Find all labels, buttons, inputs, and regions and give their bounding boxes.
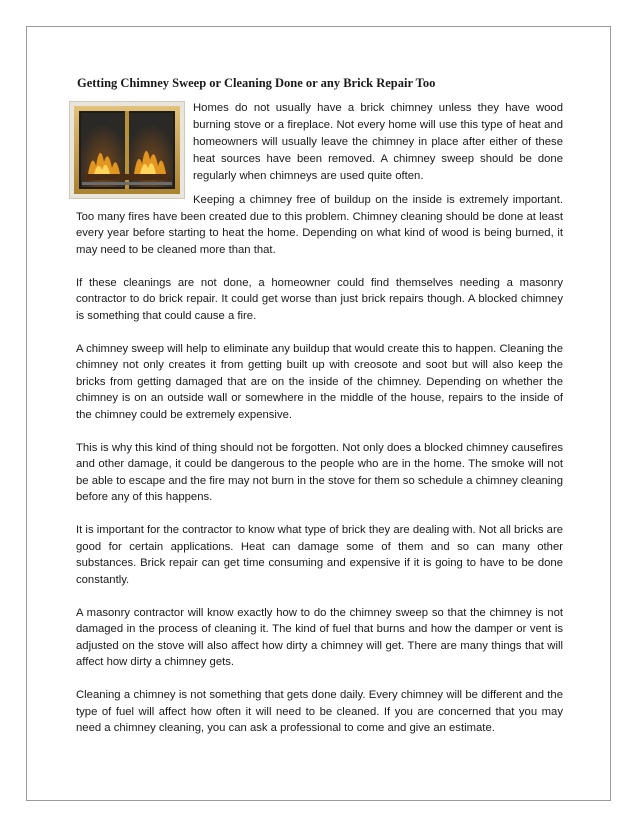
fireplace-illustration (70, 102, 184, 198)
body-text (76, 192, 563, 753)
paragraph-8: Cleaning a chimney is not something that gets done daily. Every chimney will be different and the type of fuel will affect how often it will need to be cleaned. If you are concerned that you may need a chimney cleaning, you can ask a professional to come and give an estimate. (76, 689, 563, 734)
paragraph-6: It is important for the contractor to know what type of brick they are dealing with. Not all bricks are good for certain applications. Heat can damage some of them and so can many other substances. Brick repair can get time consuming and expensive if it is going to have to be done constantly. (76, 524, 563, 586)
paragraph-5: This is why this kind of thing should not be forgotten. Not only does a blocked chimney causefires and other damage, it could be dangerous to the people who are in the home. The smoke will not be able to escape and the fire may not burn in the stove for them so schedule a chimney cleaning before any of this happens. (76, 441, 563, 503)
paragraph-7: A masonry contractor will know exactly how to do the chimney sweep so that the chimney is not damaged in the process of cleaning it. The kind of fuel that burns and how the damper or vent is adjusted on the stove will also affect how dirty a chimney will get. There are many things that will affect how dirty a chimney gets. (76, 606, 563, 668)
document-title: Getting Chimney Sweep or Cleaning Done or any Brick Repair Too (77, 76, 436, 90)
paragraph-4: A chimney sweep will help to eliminate any buildup that would create this to happen. Cleaning the chimney not only creates it from getting built up with creosote and soot but will also keep the bricks from getting damaged that are on the inside of the chimney. Depending on whether the chimney is on an outside wall or somewhere in the middle of the house, repairs to the inside of the chimney could be extremely expensive. (76, 342, 563, 421)
fireplace-image (69, 101, 185, 199)
paragraph-2: Keeping a chimney free of buildup on the inside is extremely important. Too many fires have been created due to this problem. Chimney cleaning should be done at least every year before starting to heat the home. Depending on what kind of wood is being burned, it may need to be cleaned more than that. (76, 194, 563, 256)
paragraph-3: If these cleanings are not done, a homeowner could find themselves needing a masonry contractor to do brick repair. It could get worse than just brick repairs though. A blocked chimney is something that could cause a fire. (76, 276, 563, 322)
paragraph-1: Homes do not usually have a brick chimney unless they have wood burning stove or a fireplace. Not every home will use this type of heat and homeowners will usually leave the chimney in place after either of these heat sources have been removed. A chimney sweep should be done regularly when chimneys are used quite often. (193, 102, 563, 182)
